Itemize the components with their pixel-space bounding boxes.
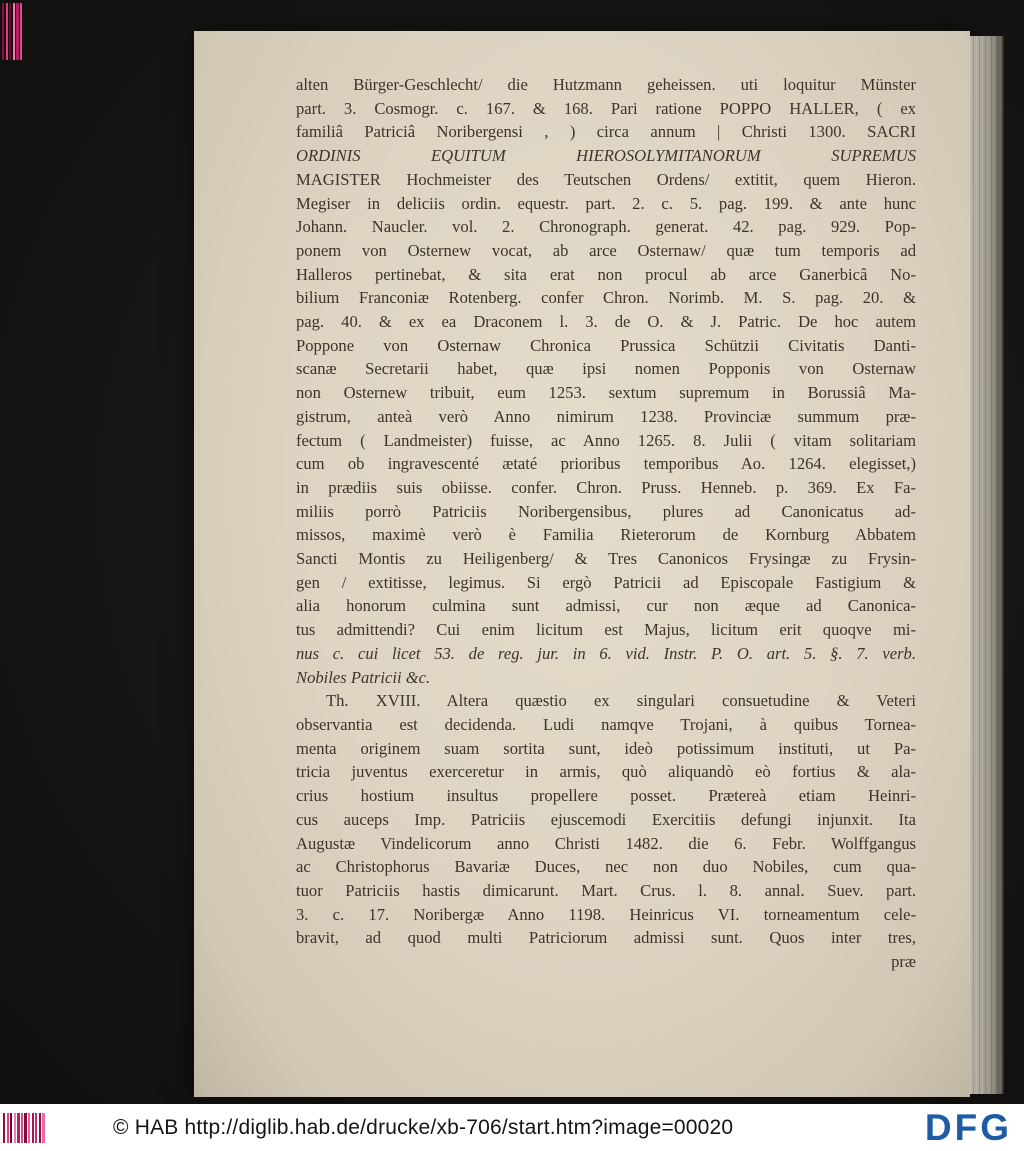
text-line: nus c. cui licet 53. de reg. jur. in 6. vid. Instr. P. O. art. 5. §. 7. verb.	[296, 643, 916, 663]
calibration-stripe	[6, 3, 8, 60]
text-line: part. 3. Cosmogr. c. 167. & 168. Pari ratione POPPO HALLER, ( ex	[296, 98, 916, 118]
text-line: alia honorum culmina sunt admissi, cur non æque ad Canonica-	[296, 596, 916, 616]
calibration-stripe	[21, 1113, 23, 1143]
calibration-stripe	[17, 1113, 19, 1143]
text-line: ORDINIS EQUITUM HIEROSOLYMITANORUM SUPREMUS	[296, 146, 916, 166]
text-line: Poppone von Osternaw Chronica Prussica Schützii Civitatis Danti-	[296, 335, 916, 355]
text-line: Th. XVIII. Altera quæstio ex singulari consuetudine & Veteri	[326, 691, 916, 711]
text-line: fectum ( Landmeister) fuisse, ac Anno 1265. 8. Julii ( vitam solitariam	[296, 430, 916, 450]
text-line: menta originem suam sortita sunt, ideò potissimum instituti, ut Pa-	[296, 738, 916, 758]
text-line: Halleros pertinebat, & sita erat non procul ab arce Ganerbicâ No-	[296, 264, 916, 284]
text-line: ac Christophorus Bavariæ Duces, nec non duo Nobiles, cum qua-	[296, 857, 916, 877]
text-line: missos, maximè verò è Familia Rieterorum de Kornburg Abbatem	[296, 525, 916, 545]
text-line: in prædiis suis obiisse. confer. Chron. Pruss. Henneb. p. 369. Ex Fa-	[296, 477, 916, 497]
calibration-stripe	[20, 3, 22, 60]
text-line: MAGISTER Hochmeister des Teutschen Ordens/ extitit, quem Hieron.	[296, 169, 916, 189]
text-line: bilium Franconiæ Rotenberg. confer Chron. Norimb. M. S. pag. 20. &	[296, 288, 916, 308]
page-text-block	[296, 73, 916, 974]
text-line: gistrum, anteà verò Anno nimirum 1238. Provinciæ summum præ-	[296, 406, 916, 426]
text-line: gen / extitisse, legimus. Si ergò Patricii ad Episcopale Fastigium &	[296, 572, 916, 592]
calibration-stripe	[2, 3, 4, 60]
text-line: Johann. Naucler. vol. 2. Chronograph. generat. 42. pag. 929. Pop-	[296, 217, 916, 237]
text-line: tus admittendi? Cui enim licitum est Majus, licitum erit quoqve mi-	[296, 620, 916, 640]
calibration-stripe	[24, 1113, 26, 1143]
text-line: pag. 40. & ex ea Draconem l. 3. de O. & J. Patric. De hoc autem	[296, 312, 916, 332]
dfg-logo[interactable]: DFG	[924, 1106, 1012, 1148]
calibration-stripe	[35, 1113, 37, 1143]
calibration-stripe	[10, 1113, 12, 1143]
calibration-stripe	[32, 1113, 34, 1143]
text-line: 3. c. 17. Noribergæ Anno 1198. Heinricus VI. torneamentum cele-	[296, 904, 916, 924]
text-line: præ	[891, 952, 916, 972]
color-calibration-strip-top	[2, 3, 22, 60]
calibration-stripe	[39, 1113, 41, 1143]
calibration-stripe	[16, 3, 18, 60]
text-line: tuor Patriciis hastis dimicarunt. Mart. Crus. l. 8. annal. Suev. part.	[296, 880, 916, 900]
calibration-stripe	[9, 3, 11, 60]
calibration-stripe	[13, 3, 15, 60]
footer-bar	[0, 1104, 1024, 1151]
scanned-page	[194, 31, 970, 1097]
calibration-stripe	[7, 1113, 9, 1143]
text-line: Augustæ Vindelicorum anno Christi 1482. die 6. Febr. Wolffgangus	[296, 833, 916, 853]
book-fore-edge	[970, 36, 1004, 1094]
footer-copyright-url: © HAB http://diglib.hab.de/drucke/xb-706/start.htm?image=00020	[113, 1115, 734, 1139]
text-line: miliis porrò Patriciis Noribergensibus, plures ad Canonicatus ad-	[296, 501, 916, 521]
text-line: bravit, ad quod multi Patriciorum admissi sunt. Quos inter tres,	[296, 928, 916, 948]
text-line: Nobiles Patricii &c.	[296, 667, 431, 687]
text-line: Sancti Montis zu Heiligenberg/ & Tres Canonicos Frysingæ zu Frysin-	[296, 549, 916, 569]
text-line: cus auceps Imp. Patriciis ejuscemodi Exercitiis defungi injunxit. Ita	[296, 809, 916, 829]
calibration-stripe	[3, 1113, 5, 1143]
text-line: Megiser in deliciis ordin. equestr. part. 2. c. 5. pag. 199. & ante hunc	[296, 193, 916, 213]
calibration-stripe	[28, 1113, 30, 1143]
text-line: non Osternew tribuit, eum 1253. sextum supremum in Borussiâ Ma-	[296, 383, 916, 403]
text-line: ponem von Osternew vocat, ab arce Osternaw/ quæ tum temporis ad	[296, 240, 916, 260]
text-line: scanæ Secretarii habet, quæ ipsi nomen Popponis von Osternaw	[296, 359, 916, 379]
text-line: observantia est decidenda. Ludi namqve Trojani, à quibus Tornea-	[296, 714, 916, 734]
calibration-stripe	[42, 1113, 44, 1143]
calibration-stripe	[14, 1113, 16, 1143]
text-line: cum ob ingravescenté ætaté prioribus temporibus Ao. 1264. elegisset,)	[296, 454, 916, 474]
text-line: familiâ Patriciâ Noribergensi , ) circa annum | Christi 1300. SACRI	[296, 122, 916, 142]
text-line: alten Bürger-Geschlecht/ die Hutzmann geheissen. uti loquitur Münster	[296, 75, 916, 94]
color-calibration-strip-bottom	[3, 1113, 48, 1143]
text-line: tricia juventus exerceretur in armis, quò aliquandò eò fortius & ala-	[296, 762, 916, 782]
text-line: crius hostium insultus propellere posset. Prætereà etiam Heinri-	[296, 786, 916, 806]
